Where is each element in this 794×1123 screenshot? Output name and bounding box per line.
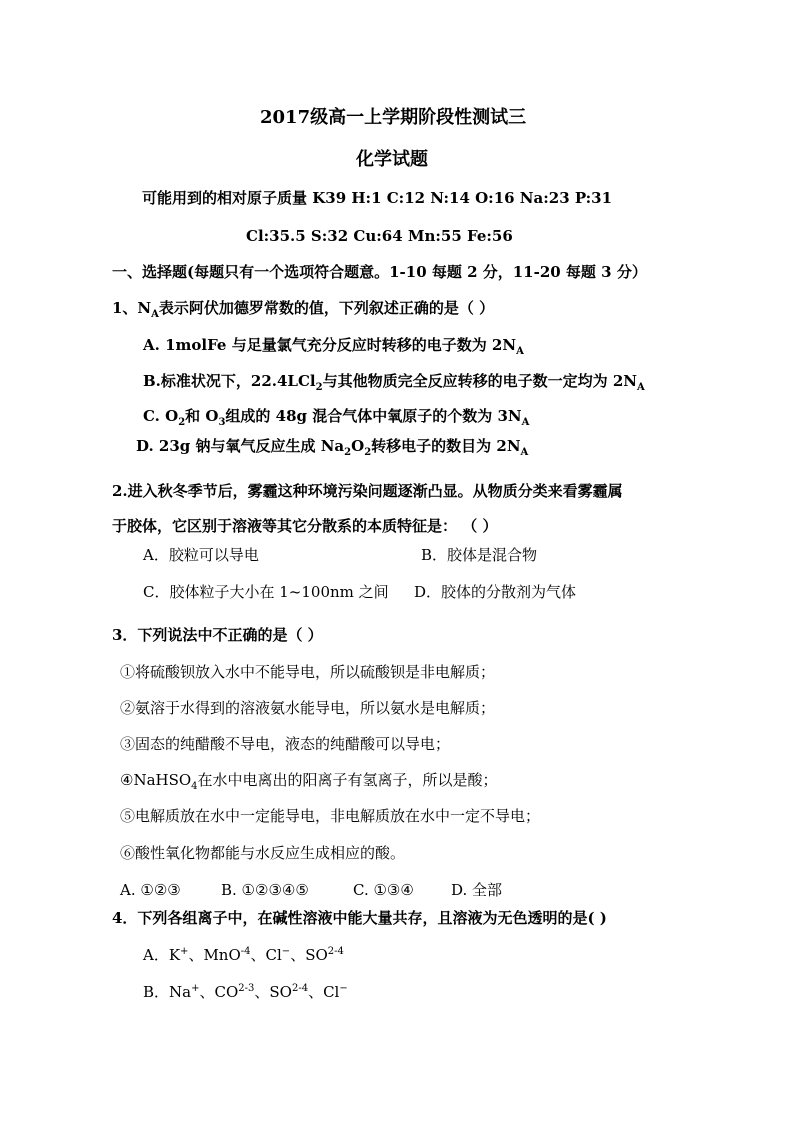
question-2-option-c: C．胶体粒子大小在 1~100nm 之间 <box>143 583 389 601</box>
question-3-option-d: D. 全部 <box>451 881 503 899</box>
question-4-stem: 4．下列各组离子中，在碱性溶液中能大量共存，且溶液为无色透明的是( ) <box>112 909 607 927</box>
question-2-option-b: B．胶体是混合物 <box>421 546 538 564</box>
question-3-statement-6: ⑥酸性氧化物都能与水反应生成相应的酸。 <box>120 844 406 862</box>
atomic-masses-line-1: 可能用到的相对原子质量 K39 H:1 C:12 N:14 O:16 Na:23 P:31 <box>142 189 613 207</box>
question-2-stem-line-1: 2.进入秋冬季节后，雾霾这种环境污染问题逐渐凸显。从物质分类来看雾霾属 <box>112 482 623 500</box>
question-1-stem: 1、$N_A$表示阿伏加德罗常数的值，下列叙述正确的是（ ） <box>112 299 495 320</box>
atomic-masses-line-2: Cl:35.5 S:32 Cu:64 Mn:55 Fe:56 <box>246 227 513 245</box>
question-3-option-a: A. ①②③ <box>120 881 181 899</box>
question-3-statement-4: ④NaHSO$_4$在水中电离出的阳离子有氢离子，所以是酸； <box>120 771 498 792</box>
question-2-stem-line-2: 于胶体，它区别于溶液等其它分散系的本质特征是： （ ） <box>112 517 498 535</box>
question-2-option-a: A．胶粒可以导电 <box>143 546 259 564</box>
question-3-option-b: B. ①②③④⑤ <box>221 881 309 899</box>
question-4-option-a: A．K+、MnO$^{-4}$、Cl−、SO$^{2-4}$ <box>143 946 344 964</box>
question-1-option-a: A. 1molFe 与足量氯气充分反应时转移的电子数为 $2N_A$ <box>143 336 524 357</box>
question-2-option-d: D．胶体的分散剂为气体 <box>414 583 577 601</box>
subject-title: 化学试题 <box>356 149 428 170</box>
question-1-option-d: D. 23g 钠与氧气反应生成 $Na_2O_2$转移电子的数目为 $2N_A$ <box>136 437 529 458</box>
question-4-option-b: B．Na+、CO$^{2-3}$、SO$^{2-4}$、Cl− <box>143 983 348 1001</box>
question-3-statement-5: ⑤电解质放在水中一定能导电，非电解质放在水中一定不导电； <box>120 807 541 825</box>
exam-title: 2017级高一上学期阶段性测试三 <box>260 107 527 128</box>
section-heading: 一、选择题(每题只有一个选项符合题意。1-10 每题 2 分，11-20 每题 3 分） <box>112 263 647 281</box>
question-3-statement-2: ②氨溶于水得到的溶液氨水能导电，所以氨水是电解质； <box>120 699 496 717</box>
question-3-option-c: C. ①③④ <box>353 881 414 899</box>
question-3-stem: 3．下列说法中不正确的是（ ） <box>112 626 323 644</box>
question-3-statement-3: ③固态的纯醋酸不导电，液态的纯醋酸可以导电； <box>120 735 451 753</box>
question-1-option-b: B.标准状况下，22.4LCl$_2$与其他物质完全反应转移的电子数一定均为 $2N_A$ <box>143 372 645 393</box>
question-3-statement-1: ①将硫酸钡放入水中不能导电，所以硫酸钡是非电解质； <box>120 663 496 681</box>
question-1-option-c: C. $O_2$和 $O_3$组成的 48g 混合气体中氧原子的个数为 $3N_A$ <box>143 407 530 428</box>
